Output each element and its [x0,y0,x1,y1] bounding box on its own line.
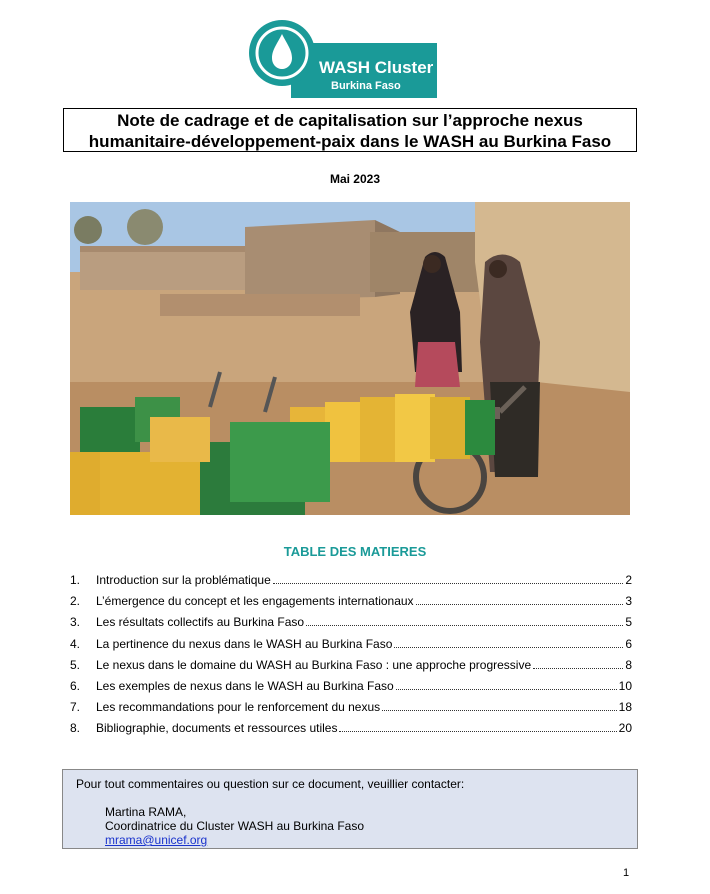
page-number: 1 [623,867,630,879]
logo-subtitle: Burkina Faso [331,80,401,92]
toc-item[interactable] [70,637,632,658]
contact-intro: Pour tout commentaires ou question sur ce document, veuillier contacter: [76,777,465,791]
toc-item-title: La pertinence du nexus dans le WASH au Burkina Faso [96,636,393,651]
toc-item-number: 5. [70,657,81,672]
toc-item[interactable] [70,679,632,700]
title-line-1: Note de cadrage et de capitalisation sur l’approche nexus [117,111,583,130]
toc-leader [306,625,623,626]
toc-leader [382,710,616,711]
title-line-2: humanitaire-développement-paix dans le WASH au Burkina Faso [88,132,612,151]
contact-box [62,769,638,849]
toc-item-page: 3 [625,594,632,609]
wash-cluster-logo [249,20,439,90]
toc-item-number: 6. [70,678,81,693]
toc-leader [533,668,623,669]
toc-item[interactable] [70,615,632,636]
toc-item-title: Les recommandations pour le renforcement du nexus [96,700,381,715]
toc-item-number: 4. [70,636,81,651]
toc-item[interactable] [70,700,632,721]
toc-item-page: 8 [625,657,632,672]
contact-email-link[interactable]: mrama@unicef.org [105,833,208,847]
toc-item-page: 10 [618,678,632,693]
document-title [63,108,637,152]
toc-item-page: 2 [625,573,632,587]
toc-leader [339,731,616,732]
toc-item-title: L’émergence du concept et les engagements internationaux [96,594,414,609]
water-drop-icon [249,20,315,86]
toc-item-page: 6 [625,636,632,651]
toc-item-title: Introduction sur la problématique [96,573,271,587]
toc-item[interactable] [70,573,632,594]
toc-item-number: 1. [70,573,81,587]
toc-item-title: Les exemples de nexus dans le WASH au Burkina Faso [96,678,394,693]
toc-item-page: 20 [618,721,632,736]
logo-circle [249,20,315,86]
toc-item-page: 5 [625,615,632,630]
toc-item-number: 8. [70,721,81,736]
toc-item-page: 18 [618,700,632,715]
toc-item[interactable] [70,594,632,615]
table-of-contents [70,573,632,743]
toc-item-title: Les résultats collectifs au Burkina Faso [96,615,305,630]
toc-heading: TABLE DES MATIERES [283,544,427,559]
toc-leader [394,647,623,648]
toc-leader [273,583,624,584]
cover-photo [70,202,630,515]
logo-title: WASH Cluster [319,58,434,77]
document-date: Mai 2023 [329,172,381,186]
toc-item[interactable] [70,658,632,679]
toc-leader [396,689,617,690]
toc-leader [416,604,624,605]
toc-item-title: Bibliographie, documents et ressources utiles [96,721,338,736]
toc-item-number: 2. [70,594,81,609]
contact-name: Martina RAMA, [105,805,187,819]
toc-item-title: Le nexus dans le domaine du WASH au Burkina Faso : une approche progressive [96,657,532,672]
toc-item-number: 3. [70,615,81,630]
contact-role: Coordinatrice du Cluster WASH au Burkina Faso [105,819,364,833]
toc-item[interactable] [70,721,632,742]
toc-item-number: 7. [70,700,81,715]
